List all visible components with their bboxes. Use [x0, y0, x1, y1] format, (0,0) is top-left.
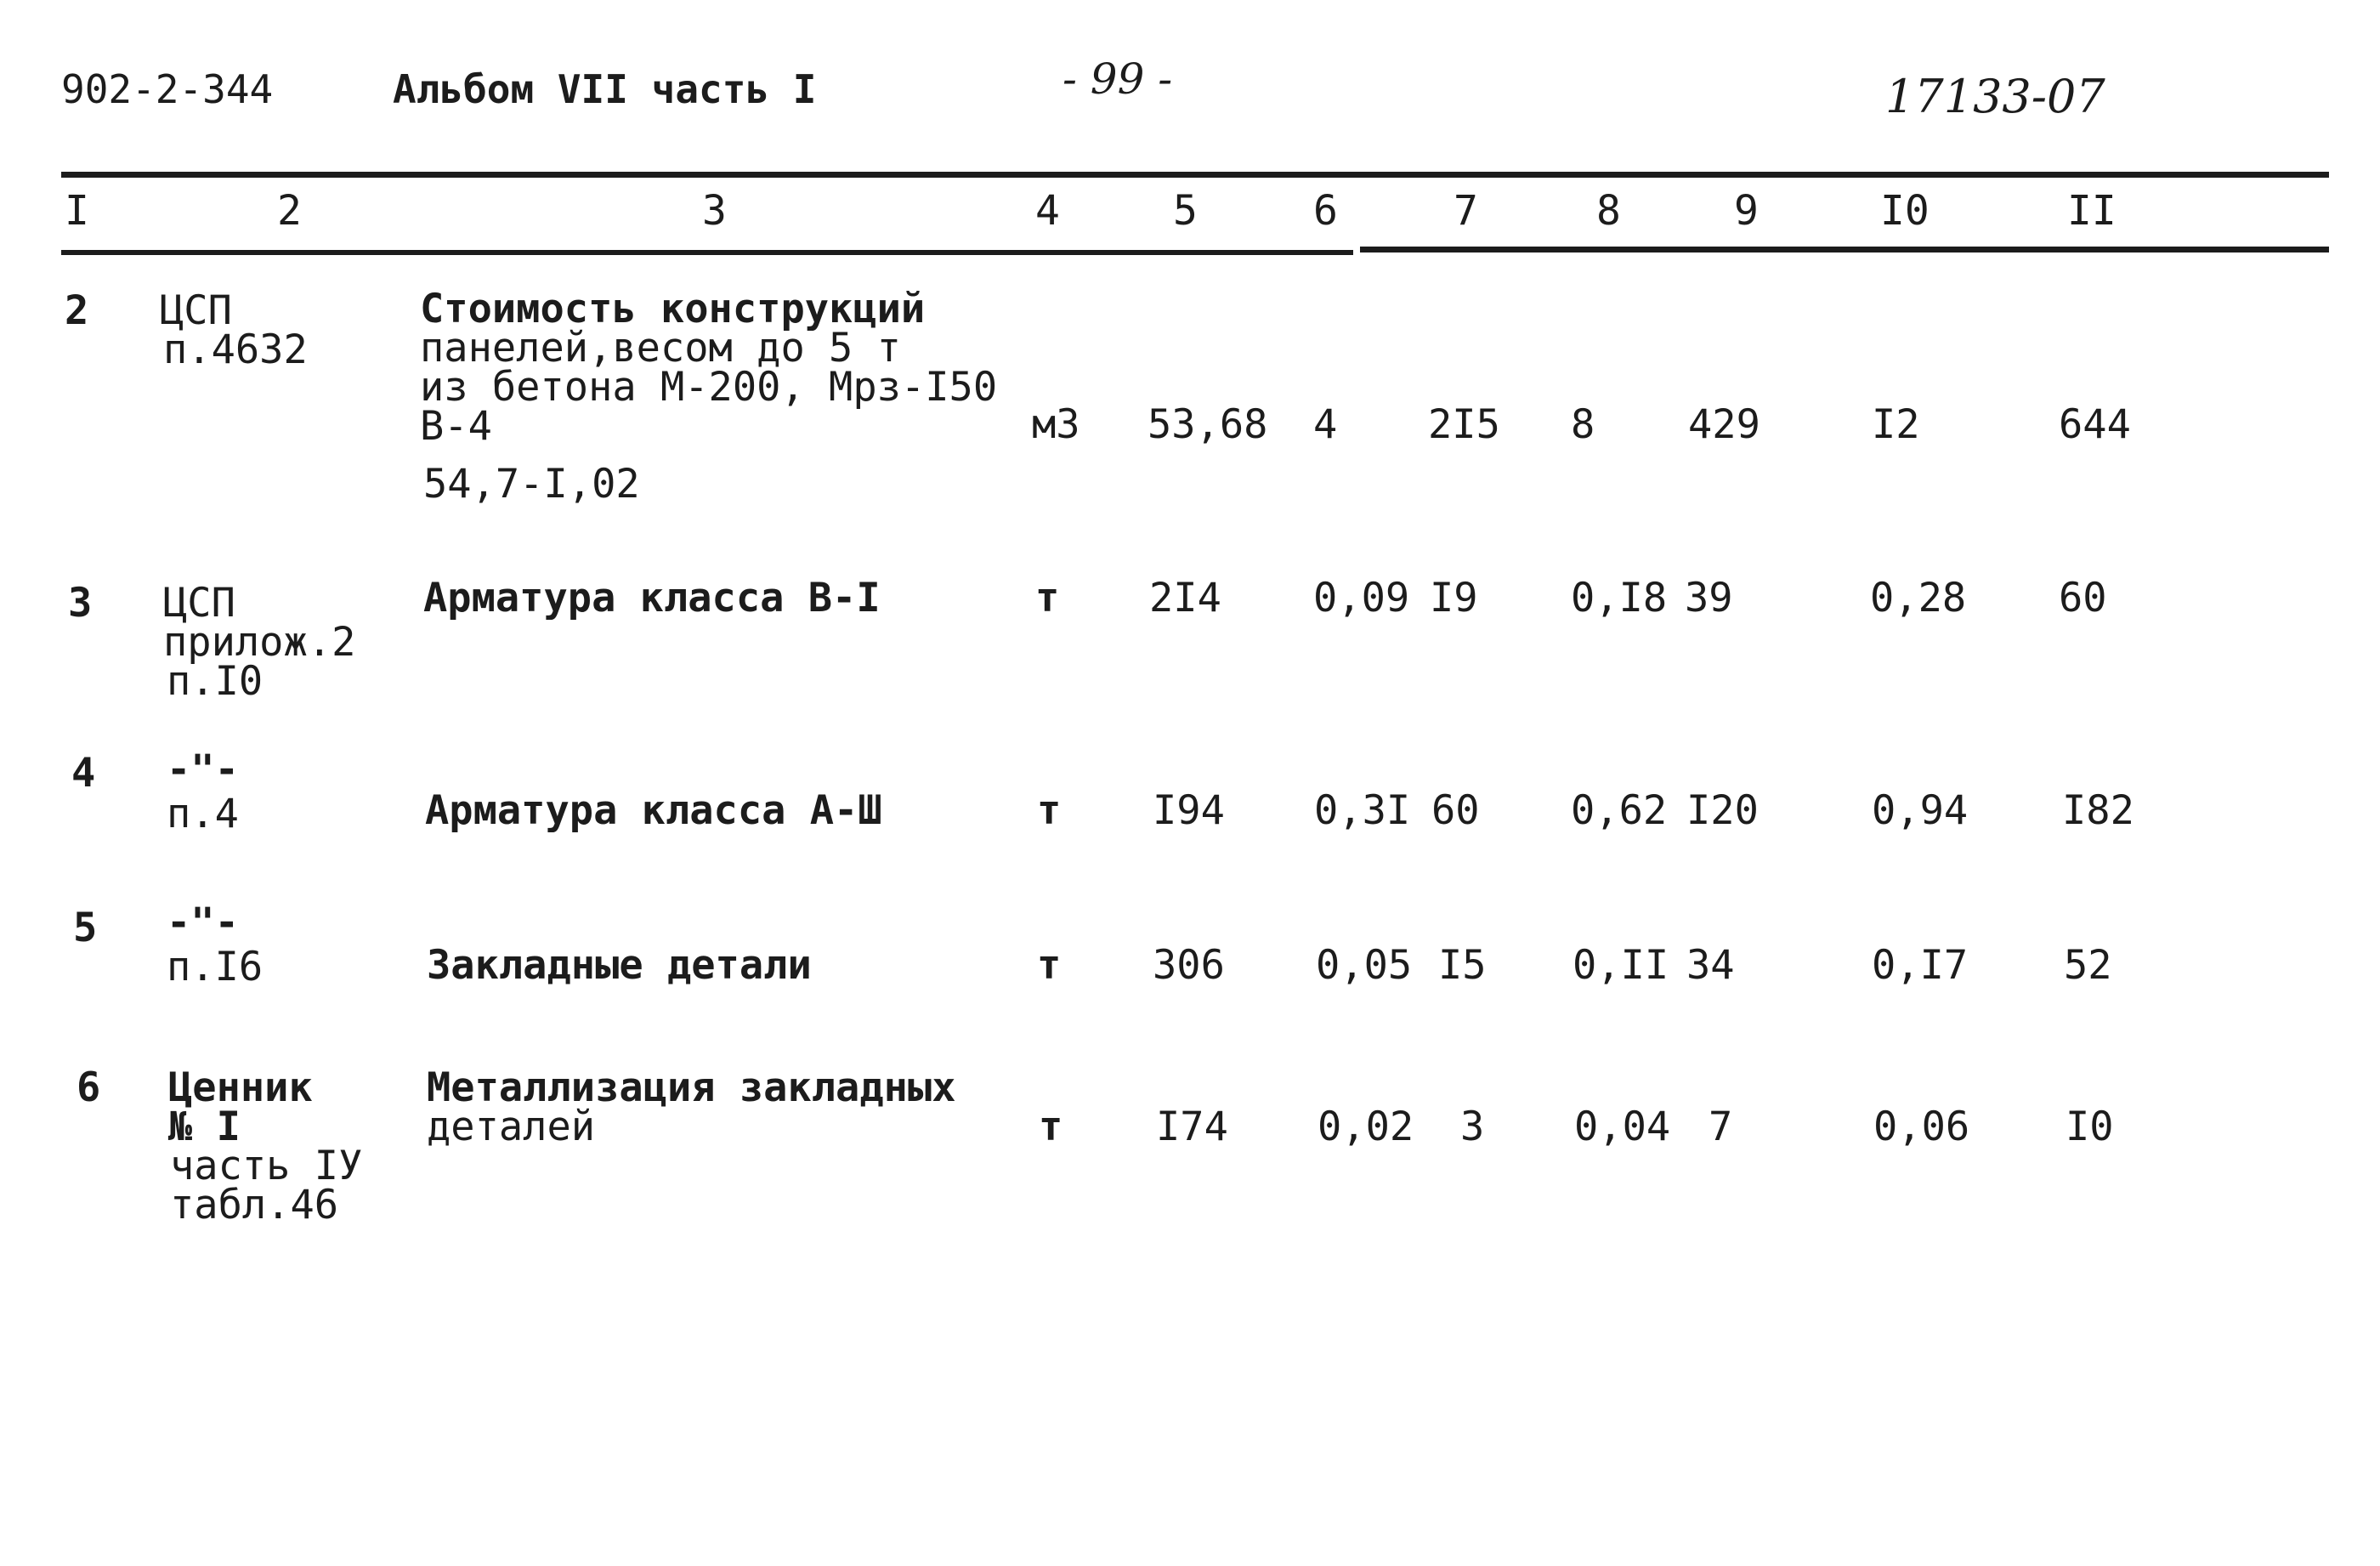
column-header: 5 — [1173, 187, 1198, 235]
cell-col7: I5 — [1438, 942, 1487, 989]
unit: т — [1035, 575, 1060, 621]
column-header: 6 — [1313, 187, 1338, 235]
source-ref: п.I6 — [167, 944, 264, 990]
unit: т — [1037, 942, 1062, 989]
cell-col9: 429 — [1688, 401, 1760, 448]
cell-col6: 0,05 — [1316, 942, 1413, 989]
column-header: II — [2067, 187, 2116, 235]
item-name: Металлизация закладных — [427, 1064, 956, 1111]
item-name: панелей,весом до 5 т — [420, 325, 901, 372]
column-header: 7 — [1454, 187, 1478, 235]
sheet-number: 17133-07 — [1885, 70, 2105, 123]
unit-price: 306 — [1153, 942, 1225, 989]
source-ref: -"- — [167, 899, 239, 946]
unit: м3 — [1032, 401, 1080, 448]
cell-col6: 0,3I — [1314, 787, 1411, 834]
source-ref: п.I0 — [167, 658, 264, 705]
cell-col6: 0,09 — [1313, 575, 1410, 621]
item-name: из бетона М-200, Мрз-I50 — [420, 364, 998, 411]
row-number: 6 — [76, 1064, 101, 1111]
row-number: 5 — [73, 905, 98, 951]
source-ref: п.4 — [167, 791, 239, 837]
cell-col7: 3 — [1460, 1104, 1485, 1150]
table-header-rule — [1360, 247, 2329, 252]
row-number: 4 — [71, 750, 96, 797]
column-header: I — [65, 187, 89, 235]
unit-price: 2I4 — [1149, 575, 1221, 621]
unit-price: I94 — [1153, 787, 1225, 834]
item-name: Арматура класса В-I — [423, 575, 881, 621]
cell-col6: 4 — [1313, 401, 1338, 448]
row-number: 2 — [65, 287, 89, 334]
source-ref: ЦСП — [163, 580, 235, 627]
table-top-rule — [61, 172, 2329, 178]
column-header: 2 — [277, 187, 302, 235]
cell-col8: 0,I8 — [1571, 575, 1668, 621]
source-ref: № I — [168, 1104, 241, 1150]
source-ref: п.4632 — [163, 326, 308, 373]
source-ref: часть IУ — [170, 1143, 363, 1189]
item-name: Закладные детали — [427, 942, 812, 989]
unit-price: I74 — [1156, 1104, 1228, 1150]
column-header: 8 — [1596, 187, 1621, 235]
cell-col9: 34 — [1686, 942, 1735, 989]
item-name: В-4 — [420, 403, 492, 450]
document-code: 902-2-344 — [61, 66, 274, 112]
column-header: 3 — [702, 187, 727, 235]
cell-col11: I82 — [2062, 787, 2134, 834]
cell-col10: 0,06 — [1873, 1104, 1970, 1150]
cell-col10: 0,94 — [1872, 787, 1969, 834]
item-name: Стоимость конструкций — [420, 286, 926, 332]
unit-price: 53,68 — [1148, 401, 1268, 448]
cell-col10: 0,I7 — [1872, 942, 1969, 989]
column-header: I0 — [1880, 187, 1930, 235]
unit: т — [1037, 787, 1062, 834]
source-ref: прилож.2 — [163, 619, 356, 666]
cell-col9: I20 — [1686, 787, 1759, 834]
item-name: деталей — [427, 1104, 596, 1150]
cell-col7: 60 — [1431, 787, 1480, 834]
cell-col8: 0,62 — [1571, 787, 1668, 834]
unit: т — [1039, 1104, 1063, 1150]
cell-col8: 8 — [1571, 401, 1595, 448]
cell-col8: 0,II — [1572, 942, 1669, 989]
source-ref: -"- — [167, 746, 239, 793]
source-ref: табл.46 — [170, 1182, 339, 1228]
cell-col11: I0 — [2066, 1104, 2114, 1150]
table-header-rule — [61, 250, 1353, 255]
cell-col11: 60 — [2059, 575, 2107, 621]
source-ref: ЦСП — [160, 287, 232, 334]
cell-col9: 39 — [1685, 575, 1733, 621]
cell-col6: 0,02 — [1318, 1104, 1414, 1150]
calculation: 54,7-I,02 — [423, 461, 640, 508]
cell-col10: I2 — [1872, 401, 1920, 448]
page-number: - 99 - — [1062, 54, 1173, 104]
column-header: 4 — [1035, 187, 1060, 235]
cell-col7: 2I5 — [1428, 401, 1500, 448]
row-number: 3 — [68, 580, 93, 627]
item-name: Арматура класса А-Ш — [425, 787, 882, 834]
cell-col8: 0,04 — [1574, 1104, 1671, 1150]
cell-col11: 644 — [2059, 401, 2131, 448]
cell-col9: 7 — [1708, 1104, 1733, 1150]
cell-col10: 0,28 — [1870, 575, 1967, 621]
album-title: Альбом VII часть I — [393, 66, 817, 112]
cell-col11: 52 — [2064, 942, 2112, 989]
column-header: 9 — [1734, 187, 1759, 235]
cell-col7: I9 — [1430, 575, 1478, 621]
source-ref: Ценник — [168, 1064, 313, 1111]
